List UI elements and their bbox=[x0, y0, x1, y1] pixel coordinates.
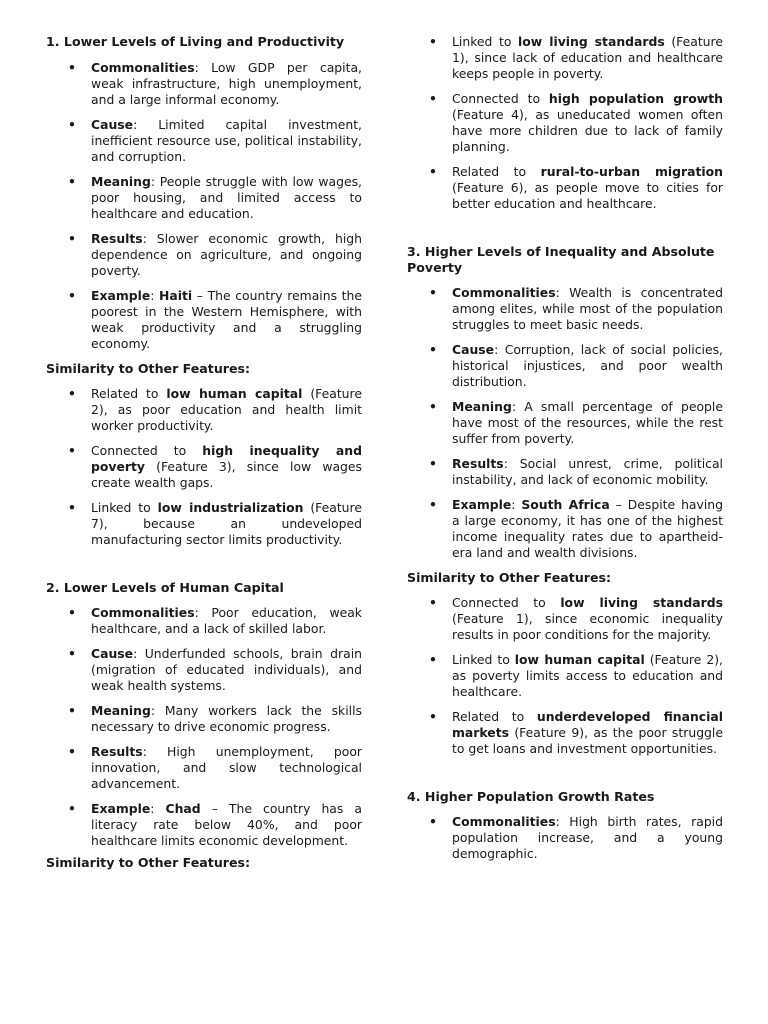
section-4-title: 4. Higher Population Growth Rates bbox=[407, 789, 655, 804]
bullet-icon: • bbox=[68, 443, 76, 458]
bullet-icon: • bbox=[68, 801, 76, 816]
list-item: • Linked to low living standards (Feature 1), since lack of education and healthcare keeps people in poverty. bbox=[429, 34, 723, 81]
bullet-icon: • bbox=[429, 34, 437, 49]
bullet-icon: • bbox=[68, 174, 76, 189]
list-item: • Example: South Africa – Despite having a large economy, it has one of the highest income inequality rates due to apartheid-era land and wealth divisions. bbox=[429, 497, 724, 560]
section-1-title: 1. Lower Levels of Living and Productivity bbox=[46, 34, 345, 49]
bullet-icon: • bbox=[429, 164, 437, 179]
bullet-icon: • bbox=[429, 814, 437, 829]
bullet-icon: • bbox=[429, 91, 437, 106]
list-item: • Example: Haiti – The country remains the poorest in the Western Hemisphere, with weak productivity and a struggling economy. bbox=[68, 288, 362, 351]
bullet-icon: • bbox=[429, 497, 437, 512]
bullet-icon: • bbox=[68, 646, 76, 661]
section-3-similarity-list bbox=[407, 595, 723, 757]
list-item: • Connected to low living standards (Feature 1), since economic inequality results in poor conditions for the majority. bbox=[429, 595, 723, 642]
bullet-icon: • bbox=[68, 500, 76, 515]
list-item: • Commonalities: Wealth is concentrated among elites, while most of the population struggles to meet basic needs. bbox=[429, 285, 723, 332]
list-item: • Related to rural-to-urban migration (Feature 6), as people move to cities for better education and healthcare. bbox=[429, 164, 723, 211]
list-item: • Linked to low industrialization (Feature 7), because an undeveloped manufacturing sector limits productivity. bbox=[68, 500, 362, 547]
section-1-similarity-list bbox=[46, 386, 362, 548]
bullet-icon: • bbox=[429, 595, 437, 610]
bullet-icon: • bbox=[68, 744, 76, 759]
list-item: • Results: Social unrest, crime, political instability, and lack of economic mobility. bbox=[429, 456, 723, 487]
bullet-icon: • bbox=[429, 399, 437, 414]
bullet-icon: • bbox=[68, 288, 76, 303]
bullet-icon: • bbox=[68, 60, 76, 75]
section-1-similarity-title: Similarity to Other Features: bbox=[46, 361, 251, 376]
list-item: • Cause: Corruption, lack of social policies, historical injustices, and poor wealth distribution. bbox=[429, 342, 723, 389]
section-2-list bbox=[46, 605, 362, 849]
left-column bbox=[46, 34, 362, 871]
list-item: • Related to underdeveloped financial markets (Feature 9), as the poor struggle to get loans and investment opportunities. bbox=[429, 709, 724, 756]
section-2-title: 2. Lower Levels of Human Capital bbox=[46, 580, 284, 595]
section-3-similarity-title: Similarity to Other Features: bbox=[407, 570, 612, 585]
list-item: • Results: High unemployment, poor innovation, and slow technological advancement. bbox=[68, 744, 362, 791]
list-item: • Commonalities: High birth rates, rapid population increase, and a young demographic. bbox=[429, 814, 723, 861]
list-item: • Connected to high inequality and poverty (Feature 3), since low wages create wealth gaps. bbox=[68, 443, 362, 490]
section-2-similarity-title: Similarity to Other Features: bbox=[46, 855, 251, 870]
list-item: • Linked to low human capital (Feature 2), as poverty limits access to education and healthcare. bbox=[429, 652, 723, 699]
list-item: • Commonalities: Poor education, weak healthcare, and a lack of skilled labor. bbox=[68, 605, 362, 636]
list-item: • Cause: Limited capital investment, inefficient resource use, political instability, and corruption. bbox=[68, 117, 362, 164]
bullet-icon: • bbox=[429, 342, 437, 357]
list-item: • Meaning: Many workers lack the skills necessary to drive economic progress. bbox=[68, 703, 362, 734]
section-1-list bbox=[46, 60, 362, 352]
bullet-icon: • bbox=[68, 231, 76, 246]
bullet-icon: • bbox=[429, 652, 437, 667]
bullet-icon: • bbox=[68, 605, 76, 620]
list-item: • Commonalities: Low GDP per capita, weak infrastructure, high unemployment, and a large informal economy. bbox=[68, 60, 362, 107]
bullet-icon: • bbox=[429, 709, 437, 724]
section-4-list bbox=[407, 814, 723, 862]
bullet-icon: • bbox=[68, 703, 76, 718]
section-3-title: 3. Higher Levels of Inequality and Absolute Poverty bbox=[407, 244, 715, 275]
section-3-list bbox=[407, 285, 723, 561]
list-item: • Meaning: People struggle with low wages, poor housing, and limited access to healthcare and education. bbox=[68, 174, 362, 221]
bullet-icon: • bbox=[68, 117, 76, 132]
list-item: • Example: Chad – The country has a literacy rate below 40%, and poor healthcare limits economic development. bbox=[68, 801, 362, 848]
bullet-icon: • bbox=[68, 386, 76, 401]
list-item: • Results: Slower economic growth, high dependence on agriculture, and ongoing poverty. bbox=[68, 231, 362, 278]
bullet-icon: • bbox=[429, 285, 437, 300]
right-column bbox=[407, 34, 723, 862]
list-item: • Cause: Underfunded schools, brain drain (migration of educated individuals), and weak health systems. bbox=[68, 646, 362, 693]
bullet-icon: • bbox=[429, 456, 437, 471]
list-item: • Related to low human capital (Feature 2), as poor education and health limit worker productivity. bbox=[68, 386, 362, 433]
list-item: • Meaning: A small percentage of people have most of the resources, while the rest suffer from poverty. bbox=[429, 399, 723, 446]
list-item: • Connected to high population growth (Feature 4), as uneducated women often have more children due to lack of family planning. bbox=[429, 91, 723, 154]
section-2-similarity-list bbox=[407, 34, 723, 212]
